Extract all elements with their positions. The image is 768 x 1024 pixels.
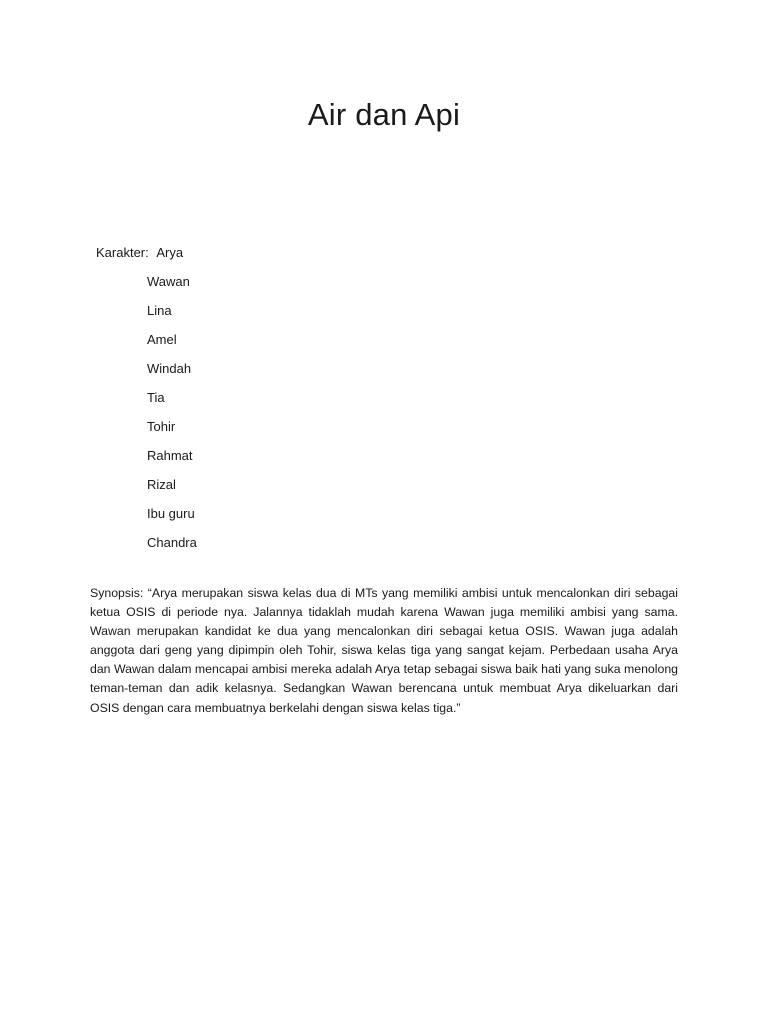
character-name: Rizal (147, 477, 176, 492)
character-list (96, 238, 197, 557)
character-name: Chandra (147, 535, 197, 550)
character-name: Amel (147, 332, 177, 347)
character-name: Windah (147, 361, 192, 376)
character-name: Wawan (147, 274, 190, 289)
character-name: Rahmat (147, 448, 193, 463)
character-name: Arya (156, 245, 184, 260)
character-name: Lina (147, 303, 172, 318)
character-name: Tia (147, 390, 165, 405)
character-list-label: Karakter: (96, 245, 149, 260)
character-row-first (96, 238, 197, 267)
character-name: Ibu guru (147, 506, 195, 521)
document-title: Air dan Api (307, 97, 461, 132)
character-name: Tohir (147, 419, 176, 434)
synopsis-paragraph: Synopsis: “Arya merupakan siswa kelas dua di MTs yang memiliki ambisi untuk mencalonkan diri sebagai ketua OSIS di periode nya. Jalannya tidaklah mudah karena Wawan juga memiliki ambisi yang sama. Wawan merupakan kandidat ke dua yang mencalonkan diri sebagai ketua OSIS. Wawan juga adalah anggota dari geng yang dipimpin oleh Tohir, siswa kelas tiga yang sangat kejam. Perbedaan usaha Arya dan Wawan dalam mencapai ambisi mereka adalah Arya tetap sebagai siswa baik hati yang suka menolong teman-teman dan adik kelasnya. Sedangkan Wawan berencana untuk membuat Arya dikeluarkan dari OSIS dengan cara membuatnya berkelahi dengan siswa kelas tiga.” (90, 586, 678, 715)
